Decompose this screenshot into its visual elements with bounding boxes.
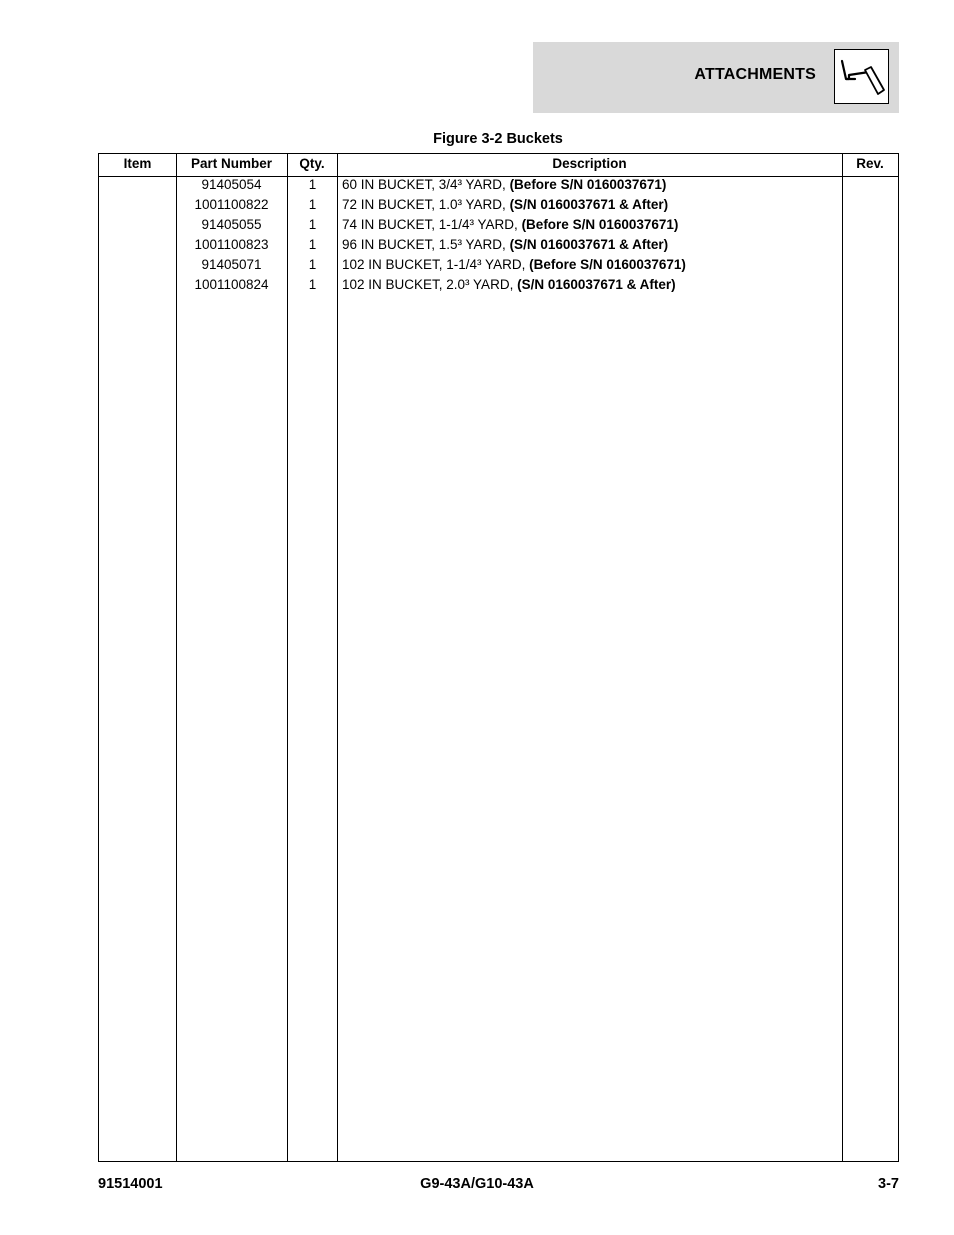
column-divider (287, 154, 288, 1161)
column-divider (176, 154, 177, 1161)
description (342, 195, 842, 215)
description-text: 74 IN BUCKET, 1-1/4³ YARD, (342, 217, 522, 232)
quantity: 1 (308, 197, 317, 212)
serial-range: (Before S/N 0160037671) (509, 177, 667, 192)
table-row (99, 175, 898, 195)
serial-range: (S/N 0160037671 & After) (509, 197, 669, 212)
parts-table (98, 153, 899, 1162)
table-row (99, 235, 898, 255)
column-header-rev: Rev. (856, 156, 884, 171)
description-text: 60 IN BUCKET, 3/4³ YARD, (342, 177, 510, 192)
column-header-part-number: Part Number (190, 156, 273, 171)
quantity: 1 (308, 237, 317, 252)
description (342, 175, 842, 195)
table-row (99, 215, 898, 235)
table-row (99, 275, 898, 295)
table-row (99, 195, 898, 215)
part-number: 91405071 (201, 257, 262, 272)
quantity: 1 (308, 217, 317, 232)
serial-range: (S/N 0160037671 & After) (517, 277, 676, 292)
serial-range: (S/N 0160037671 & After) (509, 237, 669, 252)
column-header-item: Item (123, 156, 152, 171)
description (342, 275, 842, 295)
part-number: 1001100824 (194, 277, 269, 292)
description-text: 102 IN BUCKET, 1-1/4³ YARD, (342, 257, 530, 272)
column-divider (337, 154, 338, 1161)
page-number: 3-7 (878, 1176, 899, 1192)
description (342, 215, 842, 235)
part-number: 91405055 (201, 217, 262, 232)
part-number: 1001100822 (194, 197, 269, 212)
description-text: 102 IN BUCKET, 2.0³ YARD, (342, 277, 518, 292)
serial-range: (Before S/N 0160037671) (521, 217, 679, 232)
column-divider (842, 154, 843, 1161)
quantity: 1 (308, 257, 317, 272)
serial-range: (Before S/N 0160037671) (529, 257, 686, 272)
column-header-qty: Qty. (299, 156, 325, 171)
description (342, 255, 842, 275)
column-header-description: Description (552, 156, 627, 171)
attachment-tool-icon (834, 49, 889, 104)
description (342, 235, 842, 255)
description-text: 72 IN BUCKET, 1.0³ YARD, (342, 197, 510, 212)
section-header-tab (533, 42, 899, 113)
section-title: ATTACHMENTS (694, 66, 816, 83)
quantity: 1 (308, 177, 317, 192)
part-number: 91405054 (201, 177, 262, 192)
description-text: 96 IN BUCKET, 1.5³ YARD, (342, 237, 510, 252)
figure-title: Figure 3-2 Buckets (433, 131, 563, 147)
quantity: 1 (308, 277, 317, 292)
document-number: 91514001 (98, 1176, 163, 1192)
model-number: G9-43A/G10-43A (420, 1176, 534, 1192)
part-number: 1001100823 (194, 237, 269, 252)
table-row (99, 255, 898, 275)
